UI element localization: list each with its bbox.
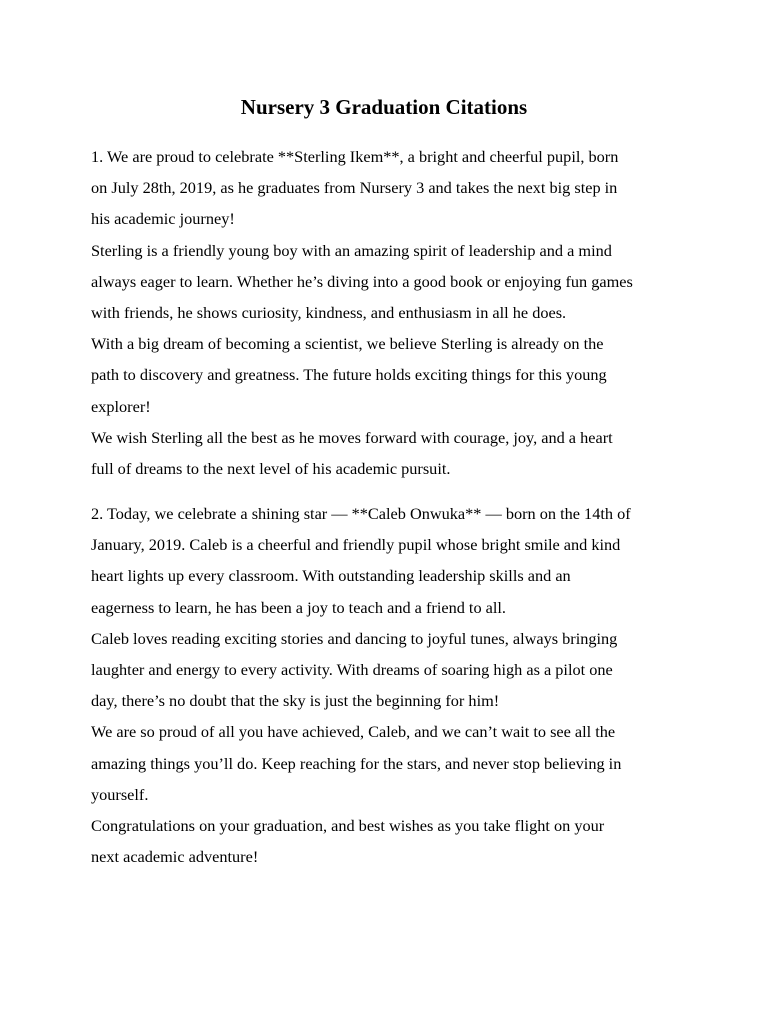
text-line: Congratulations on your graduation, and best wishes as you take flight on your — [91, 816, 605, 836]
text-line: We are so proud of all you have achieved, Caleb, and we can’t wait to see all the — [91, 722, 616, 742]
text-line: on July 28th, 2019, as he graduates from Nursery 3 and takes the next big step in — [91, 178, 618, 198]
text-line: his academic journey! — [91, 209, 235, 229]
citation-caleb — [91, 498, 691, 872]
text-line: with friends, he shows curiosity, kindness, and enthusiasm in all he does. — [91, 303, 567, 323]
text-line: We wish Sterling all the best as he moves forward with courage, joy, and a heart — [91, 427, 613, 447]
text-line: explorer! — [91, 396, 151, 416]
text-line: laughter and energy to every activity. With dreams of soaring high as a pilot one — [91, 660, 613, 680]
text-line: day, there’s no doubt that the sky is just the beginning for him! — [91, 691, 500, 711]
text-line: amazing things you’ll do. Keep reaching for the stars, and never stop believing in — [91, 753, 622, 773]
text-line: Caleb loves reading exciting stories and dancing to joyful tunes, always bringing — [91, 628, 618, 648]
text-line: 1. We are proud to celebrate **Sterling Ikem**, a bright and cheerful pupil, born — [91, 147, 619, 166]
citation-sterling — [91, 141, 691, 484]
text-line: path to discovery and greatness. The future holds exciting things for this young — [91, 365, 607, 385]
text-line: full of dreams to the next level of his academic pursuit. — [91, 459, 451, 479]
text-line: eagerness to learn, he has been a joy to teach and a friend to all. — [91, 597, 506, 617]
text-line: January, 2019. Caleb is a cheerful and friendly pupil whose bright smile and kind — [91, 535, 621, 555]
text-line: 2. Today, we celebrate a shining star — **Caleb Onwuka** — born on the 14th of — [91, 504, 631, 523]
text-line: Sterling is a friendly young boy with an amazing spirit of leadership and a mind — [91, 240, 612, 260]
text-line: yourself. — [91, 784, 149, 804]
text-line: always eager to learn. Whether he’s diving into a good book or enjoying fun games — [91, 271, 633, 291]
text-line: heart lights up every classroom. With outstanding leadership skills and an — [91, 566, 571, 586]
text-line: With a big dream of becoming a scientist, we believe Sterling is already on the — [91, 334, 604, 354]
document-title: Nursery 3 Graduation Citations — [240, 95, 528, 119]
text-line: next academic adventure! — [91, 847, 259, 867]
